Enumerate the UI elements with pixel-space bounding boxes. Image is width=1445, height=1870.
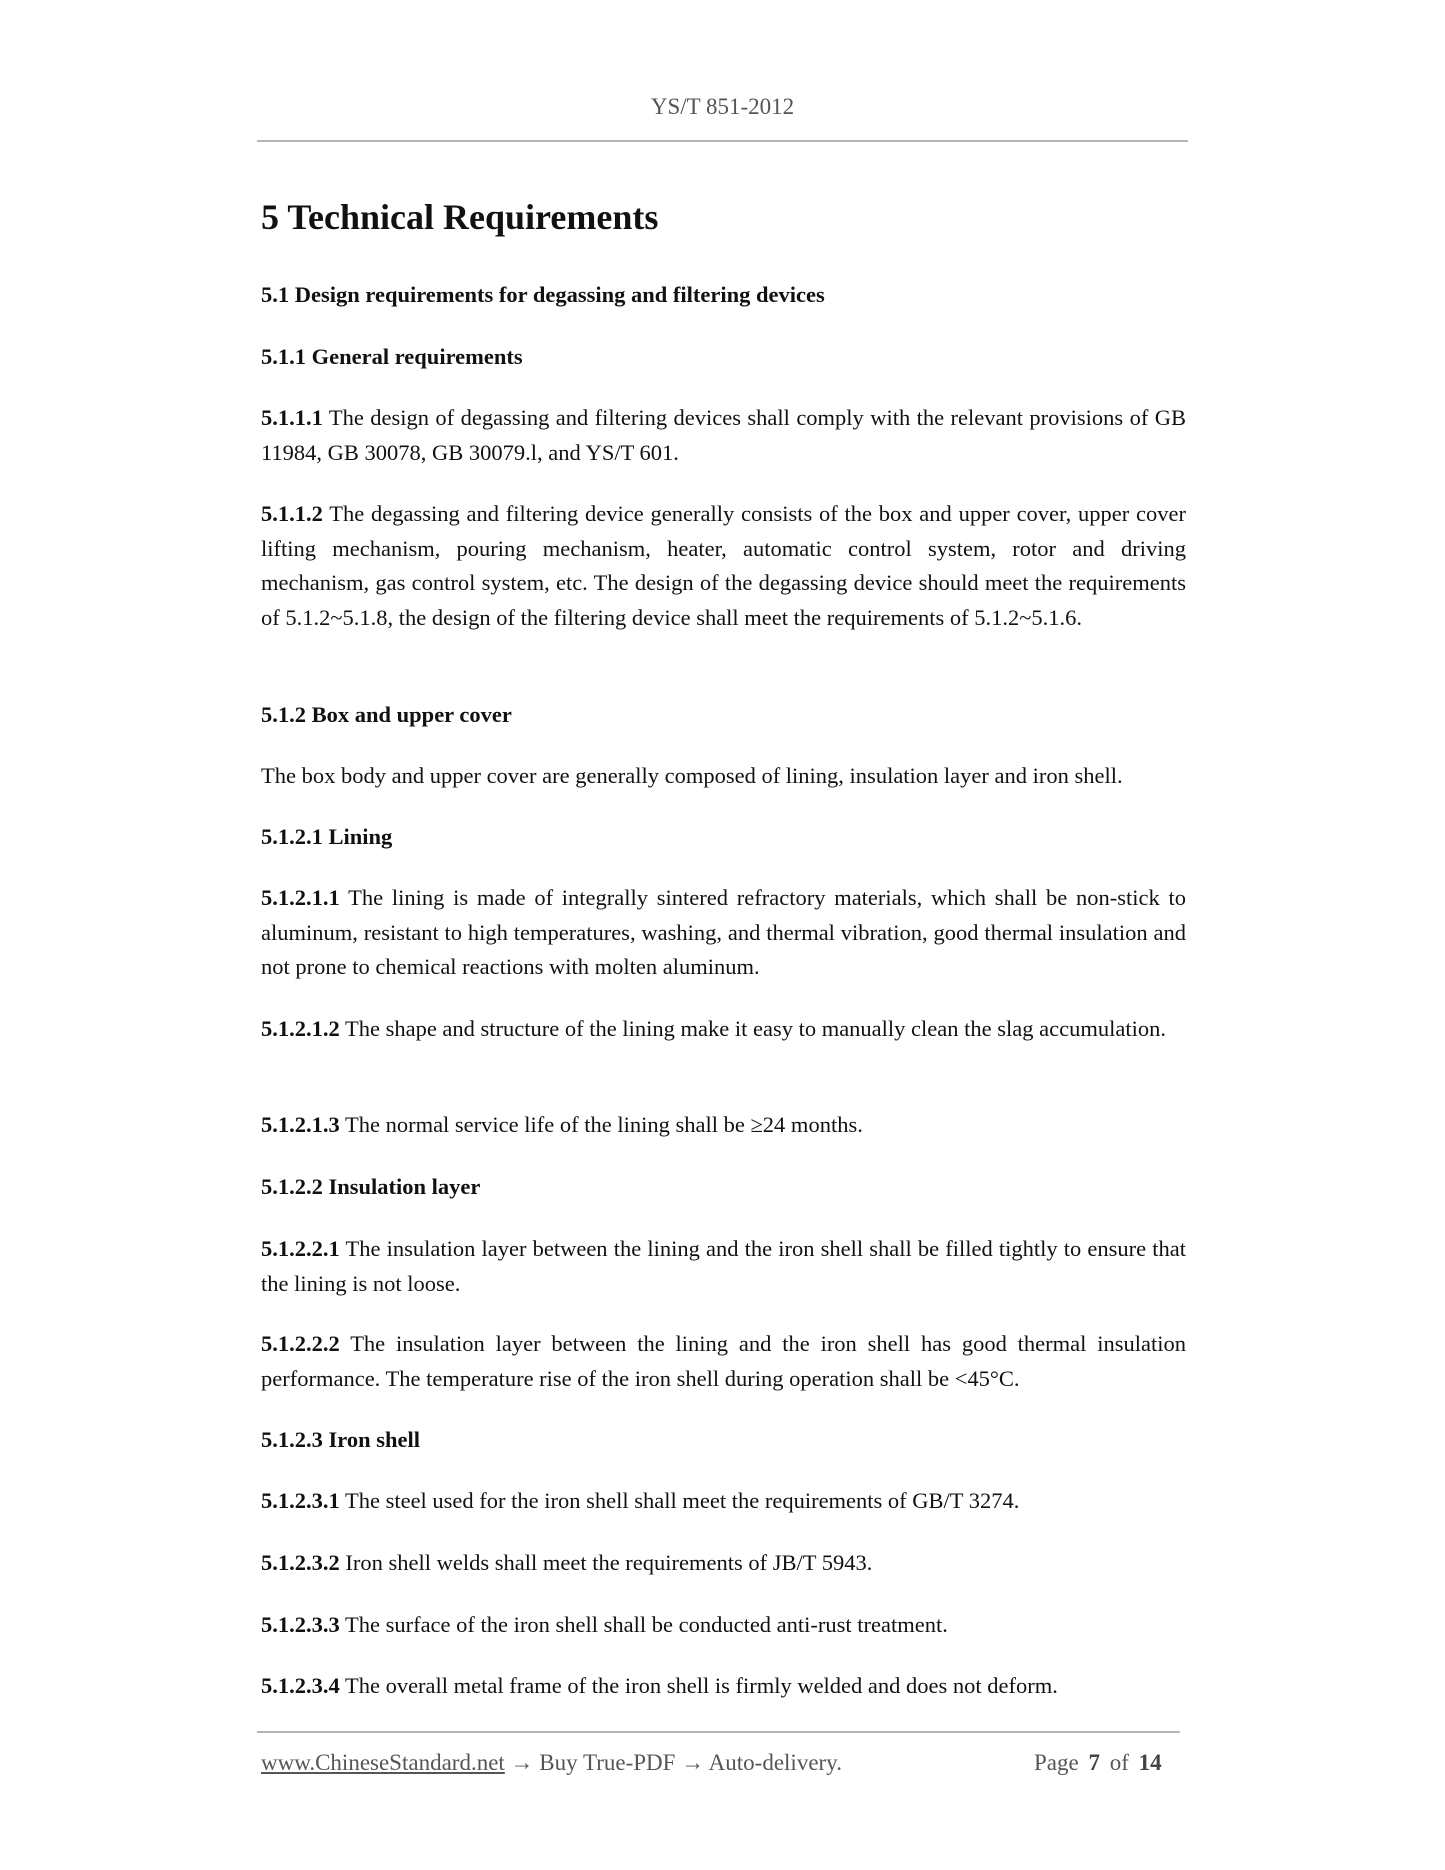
clause-text: The degassing and filtering device generally consists of the box and upper cover, upper cover lifting mechanism, pouring mechanism, heater, automatic control system, rotor and driving mechanism, gas control system, etc. The design of the degassing device should meet the requirements of 5.1.2~5.1.8, the design of the filtering device shall meet the requirements of 5.1.2~5.1.6.	[261, 501, 1186, 630]
paragraph	[261, 1108, 1186, 1143]
paragraph	[261, 1546, 1186, 1581]
clause-number: 5.1.2.3.3	[261, 1612, 340, 1637]
header-doc-id: YS/T 851-2012	[650, 94, 795, 119]
heading: 5.1.2 Box and upper cover	[261, 702, 512, 727]
arrow-icon: →	[681, 1750, 705, 1775]
clause-text: Iron shell welds shall meet the requirements of JB/T 5943.	[339, 1550, 873, 1575]
delivery-text: Auto-delivery.	[704, 1750, 842, 1775]
header-rule	[257, 140, 1188, 142]
heading: 5.1.1 General requirements	[261, 344, 523, 369]
clause-text: The shape and structure of the lining make it easy to manually clean the slag accumulation.	[339, 1016, 1166, 1041]
clause-text: The insulation layer between the lining and the iron shell has good thermal insulation performance. The temperature rise of the iron shell during operation shall be <45°C.	[261, 1331, 1186, 1391]
clause-number: 5.1.2.3.2	[261, 1550, 340, 1575]
clause-number: 5.1.2.2.1	[261, 1236, 340, 1261]
clause-text: The surface of the iron shell shall be conducted anti-rust treatment.	[339, 1612, 948, 1637]
footer-promo	[261, 1750, 842, 1776]
paragraph	[261, 881, 1186, 985]
clause-text: The overall metal frame of the iron shell is firmly welded and does not deform.	[339, 1673, 1058, 1698]
paragraph	[261, 1012, 1186, 1047]
clause-number: 5.1.2.1.1	[261, 885, 340, 910]
heading: 5.1.2.1 Lining	[261, 824, 393, 849]
clause-text: The design of degassing and filtering devices shall comply with the relevant provisions of GB 11984, GB 30078, GB 30079.l, and YS/T 601.	[261, 405, 1186, 465]
paragraph	[261, 1484, 1186, 1519]
section-title: 5 Technical Requirements	[261, 197, 659, 237]
clause-number: 5.1.2.3.1	[261, 1488, 340, 1513]
clause-number: 5.1.1.1	[261, 405, 323, 430]
page-total: 14	[1138, 1750, 1162, 1775]
paragraph	[261, 401, 1186, 470]
page-indicator	[1034, 1750, 1162, 1776]
clause-text: The lining is made of integrally sintered refractory materials, which shall be non-stick to aluminum, resistant to high temperatures, washing, and thermal vibration, good thermal insulation and not prone to chemical reactions with molten aluminum.	[261, 885, 1186, 980]
clause-text: The steel used for the iron shell shall meet the requirements of GB/T 3274.	[339, 1488, 1020, 1513]
clause-number: 5.1.1.2	[261, 501, 323, 526]
paragraph: The box body and upper cover are generally composed of lining, insulation layer and iron shell.	[261, 763, 1123, 788]
clause-number: 5.1.2.2.2	[261, 1331, 340, 1356]
website-link[interactable]: www.ChineseStandard.net	[261, 1750, 505, 1775]
arrow-icon: →	[510, 1750, 534, 1775]
clause-text: The insulation layer between the lining and the iron shell shall be filled tightly to ensure that the lining is not loose.	[261, 1236, 1186, 1296]
page-label: Page	[1034, 1750, 1079, 1775]
paragraph	[261, 1608, 1186, 1643]
heading: 5.1.2.3 Iron shell	[261, 1427, 420, 1452]
buy-text: Buy True-PDF	[533, 1750, 682, 1775]
clause-number: 5.1.2.1.2	[261, 1016, 340, 1041]
heading: 5.1 Design requirements for degassing and filtering devices	[261, 282, 825, 307]
clause-number: 5.1.2.1.3	[261, 1112, 340, 1137]
paragraph	[261, 1327, 1186, 1396]
of-label: of	[1109, 1750, 1129, 1775]
clause-number: 5.1.2.3.4	[261, 1673, 340, 1698]
clause-text: The normal service life of the lining shall be ≥24 months.	[339, 1112, 863, 1137]
page-number: 7	[1088, 1750, 1100, 1775]
paragraph	[261, 1232, 1186, 1301]
heading: 5.1.2.2 Insulation layer	[261, 1174, 481, 1199]
footer-rule	[257, 1731, 1180, 1733]
paragraph	[261, 1669, 1186, 1704]
paragraph	[261, 497, 1186, 635]
